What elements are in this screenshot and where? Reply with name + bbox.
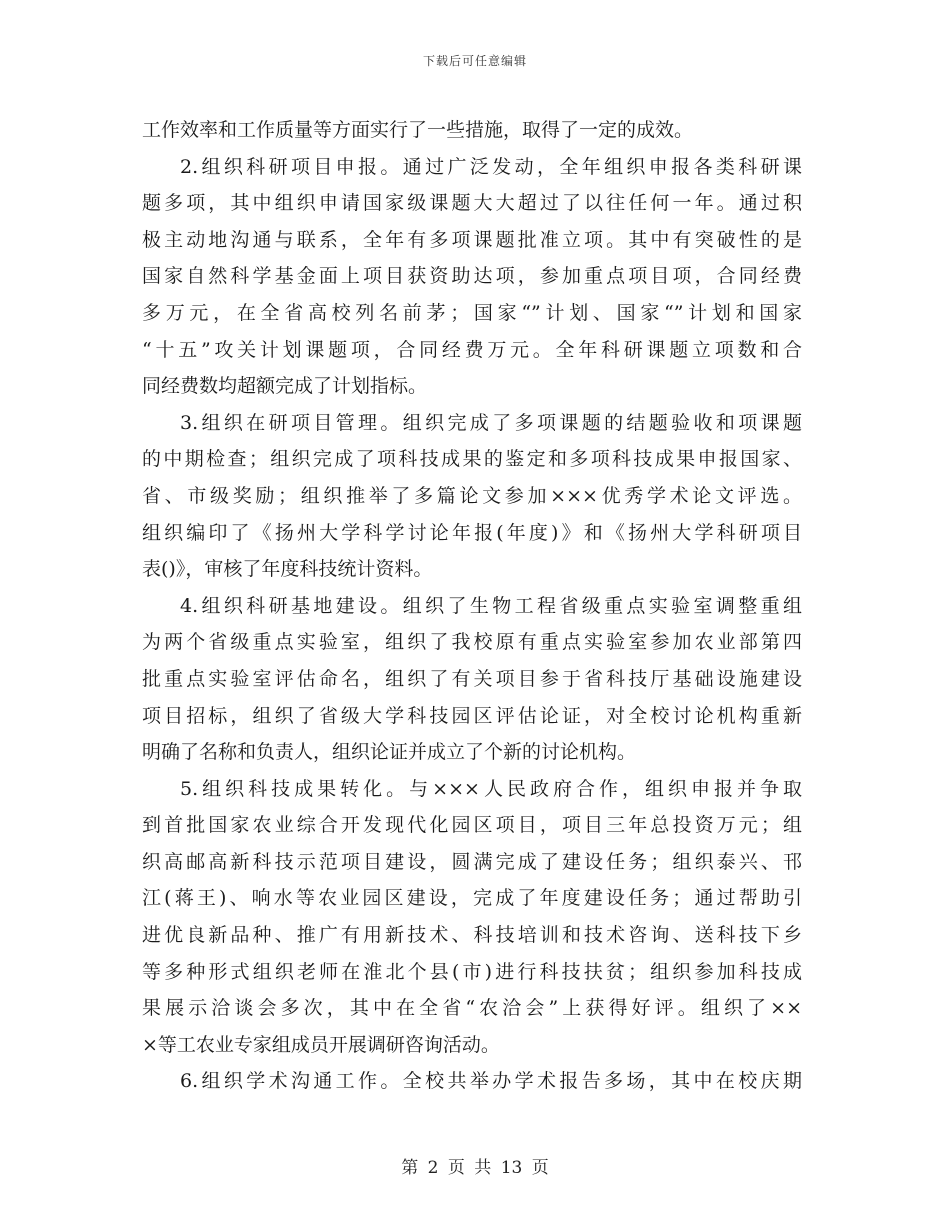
- page-header: 下载后可任意编辑: [422, 54, 527, 68]
- text-line: 3.组织在研项目管理。组织完成了多项课题的结题验收和项课题: [180, 411, 802, 434]
- text-line: ×等工农业专家组成员开展调研咨询活动。: [142, 1033, 500, 1056]
- text-line: 组织编印了《扬州大学科学讨论年报(年度)》和《扬州大学科研项目: [142, 521, 802, 544]
- text-line: 为两个省级重点实验室，组织了我校原有重点实验室参加农业部第四: [142, 631, 802, 654]
- text-line: 工作效率和工作质量等方面实行了一些措施，取得了一定的成效。: [142, 119, 694, 141]
- text-line: 国家自然科学基金面上项目获资助达项，参加重点项目项，合同经费: [142, 265, 802, 288]
- text-line: 到首批国家农业综合开发现代化园区项目，项目三年总投资万元；组: [142, 814, 802, 837]
- page-number-footer: 第 2 页 共 13 页: [401, 1158, 549, 1178]
- text-line: 2.组织科研项目申报。通过广泛发动，全年组织申报各类科研课: [180, 155, 802, 178]
- text-line: 表()》，审核了年度科技统计资料。: [142, 558, 433, 581]
- text-line: 同经费数均超额完成了计划指标。: [142, 375, 428, 398]
- text-line: 批重点实验室评估命名，组织了有关项目参于省科技厅基础设施建设: [142, 667, 802, 690]
- text-line: 江(蒋王)、响水等农业园区建设，完成了年度建设任务；通过帮助引: [142, 887, 802, 910]
- text-line: 果展示洽谈会多次，其中在全省“农洽会”上获得好评。组织了××: [142, 997, 802, 1020]
- text-line: 织高邮高新科技示范项目建设，圆满完成了建设任务；组织泰兴、邗: [142, 850, 802, 873]
- text-line: 明确了名称和负责人，组织论证并成立了个新的讨论机构。: [142, 741, 637, 764]
- text-line: 题多项，其中组织申请国家级课题大大超过了以往任何一年。通过积: [142, 192, 802, 215]
- text-line: 多万元，在全省高校列名前茅；国家“”计划、国家“”计划和国家: [142, 301, 802, 324]
- text-line: 极主动地沟通与联系，全年有多项课题批准立项。其中有突破性的是: [142, 228, 802, 251]
- text-line: 进优良新品种、推广有用新技术、科技培训和技术咨询、送科技下乡: [142, 924, 802, 947]
- text-line: 省、市级奖励；组织推举了多篇论文参加×××优秀学术论文评选。: [142, 484, 802, 507]
- text-line: 5.组织科技成果转化。与×××人民政府合作，组织申报并争取: [180, 777, 802, 800]
- text-line: 项目招标，组织了省级大学科技园区评估论证，对全校讨论机构重新: [142, 704, 802, 727]
- text-line: 的中期检查；组织完成了项科技成果的鉴定和多项科技成果申报国家、: [142, 448, 802, 471]
- text-line: 6.组织学术沟通工作。全校共举办学术报告多场，其中在校庆期: [180, 1070, 802, 1093]
- document-body: [142, 112, 802, 1100]
- text-line: 4.组织科研基地建设。组织了生物工程省级重点实验室调整重组: [180, 594, 802, 617]
- text-line: 等多种形式组织老师在淮北个县(市)进行科技扶贫；组织参加科技成: [142, 960, 802, 983]
- text-line: “十五”攻关计划课题项，合同经费万元。全年科研课题立项数和合: [142, 338, 802, 361]
